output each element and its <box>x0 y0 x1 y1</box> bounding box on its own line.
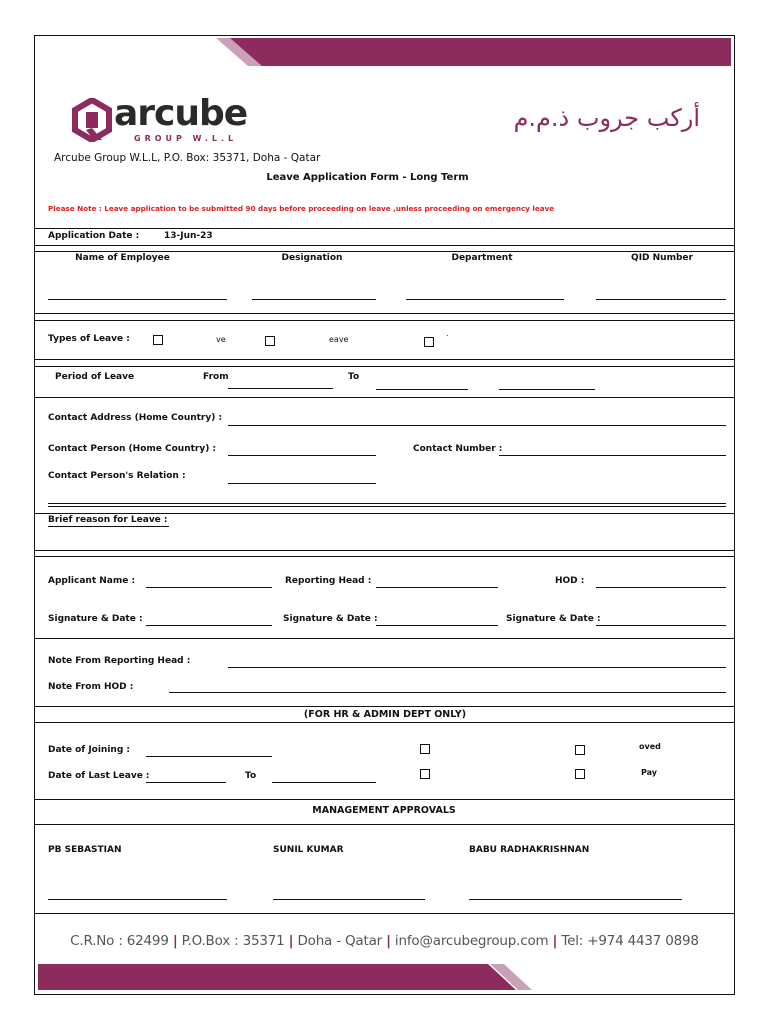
reporting-head-signature-label: Signature & Date : <box>283 614 378 624</box>
application-date-value: 13-Jun-23 <box>164 231 213 241</box>
last-leave-to-label: To <box>245 771 257 781</box>
management-section <box>34 824 735 914</box>
from-date-field[interactable] <box>228 388 333 389</box>
contact-address-field[interactable] <box>228 425 726 426</box>
application-date-label: Application Date : <box>48 231 140 241</box>
period-label: Period of Leave <box>55 372 135 382</box>
designation-header: Designation <box>281 253 343 263</box>
reporting-head-label: Reporting Head : <box>285 576 372 586</box>
contact-person-label: Contact Person (Home Country) : <box>48 444 217 454</box>
hr-checkbox-approved[interactable] <box>575 745 585 755</box>
footer-separator: | <box>386 933 391 949</box>
last-leave-to-field[interactable] <box>272 782 376 783</box>
hod-label: HOD : <box>555 576 585 586</box>
approver-name-1: PB SEBASTIAN <box>48 845 122 855</box>
leave-type-option-2: eave <box>329 335 349 344</box>
logo-mark-icon <box>72 98 112 142</box>
leave-type-checkbox-3[interactable] <box>424 337 434 347</box>
approver-signature-3[interactable] <box>469 899 682 900</box>
hod-signature-field[interactable] <box>596 625 726 626</box>
note-reporting-head-label: Note From Reporting Head : <box>48 656 191 666</box>
department-field[interactable] <box>406 299 564 300</box>
header-banner <box>38 38 731 66</box>
footer-separator: | <box>172 933 178 949</box>
contact-number-label: Contact Number : <box>413 444 503 454</box>
divider-double-2 <box>48 506 726 507</box>
signature-section <box>34 556 735 639</box>
to-label: To <box>348 372 360 382</box>
from-label: From <box>203 372 229 382</box>
contact-relation-field[interactable] <box>228 483 376 484</box>
footer-city: Doha - Qatar <box>297 933 382 949</box>
to-date-field[interactable] <box>376 389 468 390</box>
hr-title: (FOR HR & ADMIN DEPT ONLY) <box>303 709 467 720</box>
logo-subtext: GROUP W.L.L <box>134 134 238 143</box>
note-reporting-head-field[interactable] <box>228 667 726 668</box>
contact-person-field[interactable] <box>228 455 376 456</box>
hr-section <box>34 722 735 800</box>
hr-pay-label: Pay <box>641 768 658 777</box>
approver-name-2: SUNIL KUMAR <box>273 845 344 855</box>
hr-divider <box>34 706 735 707</box>
applicant-signature-field[interactable] <box>146 625 272 626</box>
period-days-field[interactable] <box>499 389 595 390</box>
submission-note: Please Note : Leave application to be submitted 90 days before proceeding on leave ,unless proceeding on emergency leave <box>48 204 555 213</box>
leave-type-label: Types of Leave : <box>48 334 130 344</box>
company-logo <box>72 93 257 146</box>
last-leave-from-field[interactable] <box>146 782 226 783</box>
applicant-name-label: Applicant Name : <box>48 576 136 586</box>
approver-signature-1[interactable] <box>48 899 227 900</box>
name-of-employee-header: Name of Employee <box>75 253 170 263</box>
department-header: Department <box>451 253 513 263</box>
date-of-last-leave-label: Date of Last Leave : <box>48 771 150 781</box>
leave-type-checkbox-1[interactable] <box>153 335 163 345</box>
divider-double-1 <box>48 503 726 504</box>
footer-cr: C.R.No : 62499 <box>70 933 169 949</box>
contact-relation-label: Contact Person's Relation : <box>48 471 186 481</box>
footer-email[interactable]: info@arcubegroup.com <box>394 933 549 949</box>
hr-checkbox-1[interactable] <box>420 744 430 754</box>
leave-type-option-3: . <box>446 329 449 338</box>
hod-field[interactable] <box>596 587 726 588</box>
footer-banner <box>38 964 731 990</box>
form-title: Leave Application Form - Long Term <box>266 172 469 183</box>
hr-checkbox-pay[interactable] <box>575 769 585 779</box>
contact-number-field[interactable] <box>499 455 726 456</box>
leave-type-checkbox-2[interactable] <box>265 336 275 346</box>
hr-checkbox-2[interactable] <box>420 769 430 779</box>
note-hod-field[interactable] <box>169 692 726 693</box>
company-address: Arcube Group W.L.L, P.O. Box: 35371, Doha - Qatar <box>54 152 321 164</box>
hr-approved-label: oved <box>639 742 661 751</box>
leave-type-option-1: ve <box>216 335 226 344</box>
qid-number-header: QID Number <box>631 253 693 263</box>
hod-signature-label: Signature & Date : <box>506 614 601 624</box>
reason-field[interactable] <box>48 526 169 527</box>
footer-pobox: P.O.Box : 35371 <box>181 933 285 949</box>
management-title: MANAGEMENT APPROVALS <box>312 805 456 816</box>
approver-name-3: BABU RADHAKRISHNAN <box>469 845 590 855</box>
note-hod-label: Note From HOD : <box>48 682 134 692</box>
footer-separator: | <box>288 933 294 949</box>
footer-contact <box>34 933 735 949</box>
date-of-joining-field[interactable] <box>146 756 272 757</box>
footer-separator: | <box>552 933 558 949</box>
designation-field[interactable] <box>252 299 376 300</box>
applicant-signature-label: Signature & Date : <box>48 614 143 624</box>
reporting-head-signature-field[interactable] <box>376 625 498 626</box>
applicant-name-field[interactable] <box>146 587 272 588</box>
footer-phone[interactable]: Tel: +974 4437 0898 <box>561 933 699 949</box>
approver-signature-2[interactable] <box>273 899 425 900</box>
qid-number-field[interactable] <box>596 299 726 300</box>
employee-name-field[interactable] <box>48 299 227 300</box>
leave-type-section <box>34 320 735 360</box>
date-of-joining-label: Date of Joining : <box>48 745 131 755</box>
logo-wordmark: arcube <box>114 93 248 134</box>
contact-address-label: Contact Address (Home Country) : <box>48 413 223 423</box>
period-section <box>34 366 735 398</box>
arabic-company-name: أركب جروب ذ.م.م <box>513 104 700 132</box>
reporting-head-field[interactable] <box>376 587 498 588</box>
reason-label: Brief reason for Leave : <box>48 515 168 525</box>
